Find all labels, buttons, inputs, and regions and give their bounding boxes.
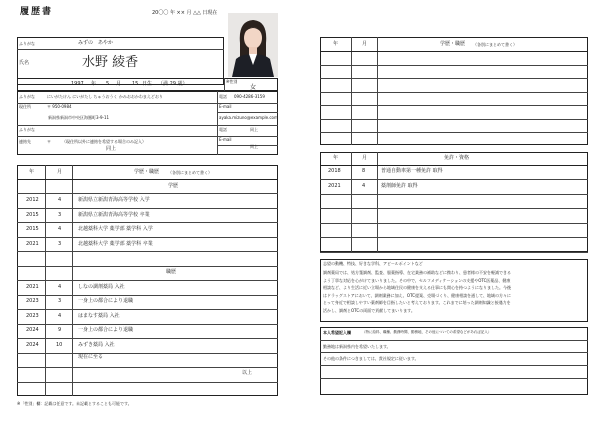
request-line-1: 勤務地は新潟県内を希望いたします。 <box>323 344 391 349</box>
birth-day: 15 <box>132 81 139 87</box>
gender-value: 女 <box>250 84 257 91</box>
work-entry: 一身上の都合により退職 <box>78 298 134 304</box>
education-year: 2015 <box>26 226 39 232</box>
applicant-photo <box>228 13 278 77</box>
education-year: 2015 <box>26 211 39 218</box>
contact-note: （現住所以外に連絡を希望する場合のみ記入） <box>62 139 146 144</box>
motivation-line: 調剤薬局では、処方箋調剤、監査、服薬指導、在宅業務の補助などに携わり、患者様の不安を軽減できる <box>323 270 511 275</box>
education-heading: 学歴 <box>168 183 179 189</box>
end-mark: 以上 <box>242 370 253 376</box>
work-year: 2024 <box>26 341 39 348</box>
work-month: 10 <box>56 341 63 348</box>
work-entry: みずき薬局 入社 <box>78 341 115 348</box>
current-status: 現在に至る <box>78 354 104 360</box>
contact-email: 同上 <box>250 144 258 149</box>
license-month: 4 <box>362 182 366 189</box>
motivation-line: 活かし、調剤とOTCの両面で貢献してまいります。 <box>323 308 415 313</box>
education-year: 2012 <box>26 197 39 203</box>
education-month: 3 <box>58 211 62 218</box>
education-entry: 北越薬科大学 薬学部 薬学科 入学 <box>78 226 153 232</box>
phone-label: 電話 <box>219 94 227 99</box>
license-year: 2021 <box>328 182 341 189</box>
work-month: 4 <box>58 312 62 319</box>
contact-label: 連絡先 <box>19 139 31 144</box>
education-month: 4 <box>58 197 62 203</box>
education-year: 2021 <box>26 240 39 247</box>
work-year: 2023 <box>26 312 39 319</box>
birth-year: 1997 <box>71 81 84 87</box>
birth-month: 5 <box>106 81 110 87</box>
footnote: ※「性別」欄：記載は任意です。未記載とすることも可能です。 <box>17 401 132 406</box>
motivation-line: とって身近で相談しやすい薬剤師を目指したいと考えております。これまでに培った調剤知識と接遇力を <box>323 300 511 306</box>
furigana-label: ふりがな <box>19 41 35 46</box>
motivation-line: 相談など、より生活に近い立場から地域住民の健康を支える仕事にも関心を持つようになりました。今後 <box>323 285 511 291</box>
motivation-line: はドラッグストアにおいて、調剤業務に加え、OTC提案、売場づくり、健康相談を通して、地域の方々に <box>323 292 511 298</box>
postal-code: 〒 950-0984 <box>47 104 72 109</box>
work-year: 2023 <box>26 298 39 304</box>
license-entry: 普通自動車第一種免許 取得 <box>381 168 443 174</box>
phone-number: 090-4286-3159 <box>234 94 265 99</box>
age: （満 29 歳） <box>158 81 188 87</box>
date-line: 20〇〇 年 ×× 月 △△ 日現在 <box>152 10 218 16</box>
requests-note: （特に給料、職種、勤務時間、勤務地、その他についての希望などがあれば記入） <box>362 330 492 334</box>
request-line-2: その他の条件につきましては、貴社規定に従います。 <box>323 356 419 361</box>
applicant-name: 水野 綾香 <box>82 55 139 70</box>
contact-same: 同上 <box>106 146 117 152</box>
email-address: ayaka.mizuno@example.com <box>219 115 278 120</box>
work-entry: しなの調剤薬局 入社 <box>78 283 125 290</box>
education-entry: 新潟県立新潟青海高等学校 卒業 <box>78 211 150 218</box>
contact-phone: 同上 <box>250 127 258 132</box>
education-month: 4 <box>58 226 62 232</box>
license-entry: 薬剤師免許 取得 <box>381 182 418 189</box>
work-year: 2024 <box>26 327 39 333</box>
education-month: 3 <box>58 240 62 247</box>
document-title: 履歴書 <box>20 7 54 17</box>
address-furigana: にいがたけん にいがたし ちゅうおうく かみおおかわまえどおり <box>47 94 163 99</box>
name-furigana: みずの あやか <box>78 40 114 46</box>
address: 新潟県新潟市中央区海鳳町3-9-11 <box>48 115 110 120</box>
work-heading: 職歴 <box>166 269 177 275</box>
education-entry: 北越薬科大学 薬学部 薬学科 卒業 <box>78 240 153 247</box>
requests-box <box>320 327 588 395</box>
motivation-line: よう丁寧な対応を心がけてまいりました。その中で、セルフメディケーションの支援やOTC医薬品、健康 <box>323 277 511 283</box>
work-entry: 一身上の都合により退職 <box>78 327 134 333</box>
work-month: 3 <box>58 298 62 304</box>
requests-label: 本人希望記入欄 <box>323 330 351 335</box>
work-month: 4 <box>58 283 62 290</box>
work-entry: はまなす薬局 入社 <box>78 312 120 319</box>
address-label: 現住所 <box>19 104 31 109</box>
motivation-label: 志望の動機、特技、好きな学科、アピールポイントなど <box>323 261 423 266</box>
email-label: E-mail <box>219 104 232 109</box>
history-header: 学歴・職歴 <box>134 169 160 175</box>
name-label: 氏名 <box>19 60 30 66</box>
gender-label: ※性別 <box>226 79 238 84</box>
work-year: 2021 <box>26 283 39 290</box>
license-year: 2018 <box>328 168 341 174</box>
license-header: 免許・資格 <box>444 155 470 161</box>
work-month: 9 <box>58 327 62 333</box>
education-entry: 新潟県立新潟青海高等学校 入学 <box>78 197 150 203</box>
history-continued-header: 学歴・職歴 <box>440 41 466 47</box>
license-month: 8 <box>362 168 366 174</box>
